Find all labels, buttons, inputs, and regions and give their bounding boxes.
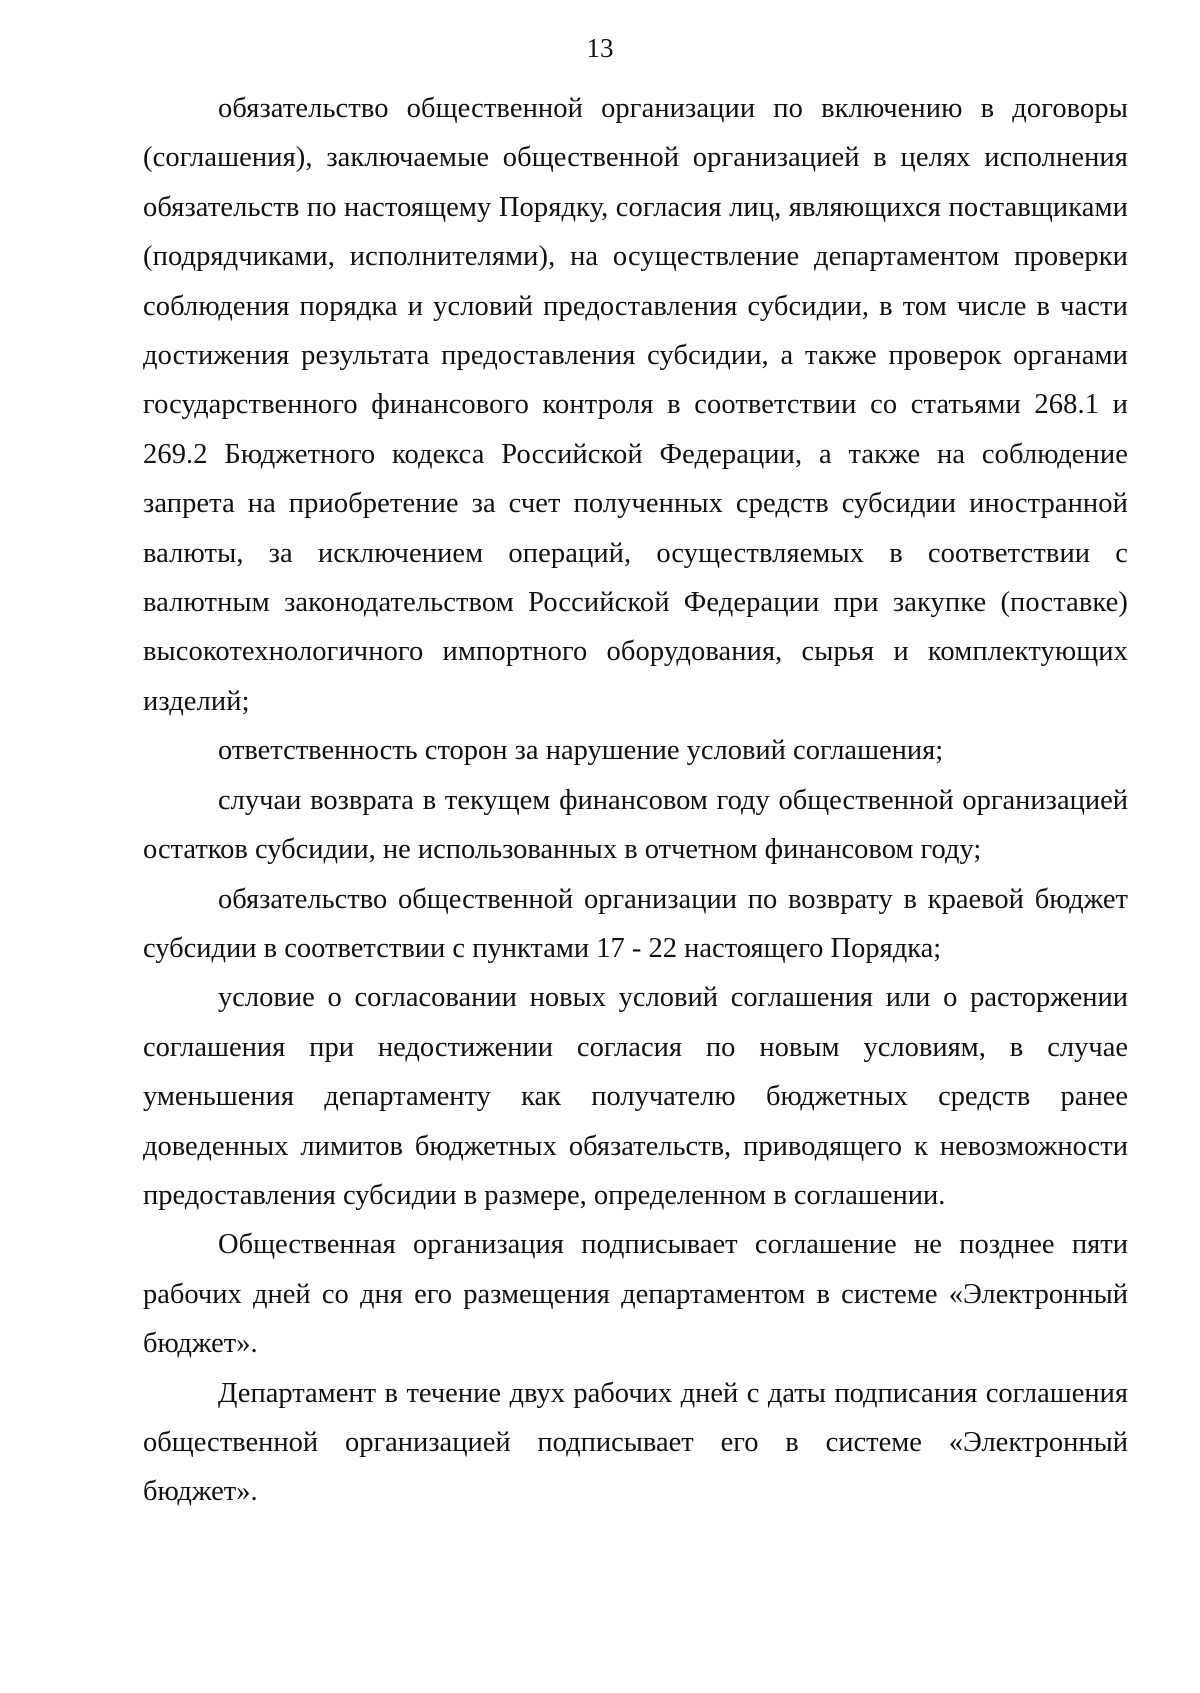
paragraph-liability: ответственность сторон за нарушение условий соглашения; [218,735,944,767]
page-number: 13 [586,33,614,63]
paragraph-signing-department: Департамент в течение двух рабочих дней с даты подписания соглашения общественной организацией подписывает его в системе «Электронный бюджет». [143,1377,1128,1508]
paragraph-obligations-contracts: обязательство общественной организации по включению в договоры (соглашения), заключаемые общественной организацией в целях исполнения обязательств по настоящему Порядку, согласия лиц, являющихся поставщиками (подрядчиками, исполнителями), на осуществление департаментом проверки соблюдения порядка и условий предоставления субсидии, в том числе в части достижения результата предоставления субсидии, а также проверок органами государственного финансового контроля в соответствии со статьями 268.1 и 269.2 Бюджетного кодекса Российской Федерации, а также на соблюдение запрета на приобретение за счет полученных средств субсидии иностранной валюты, за исключением операций, осуществляемых в соответствии с валютным законодательством Российской Федерации при закупке (поставке) высокотехнологичного импортного оборудования, сырья и комплектующих изделий; [143,93,1128,717]
paragraph-signing-organization: Общественная организация подписывает соглашение не позднее пяти рабочих дней со дня его размещения департаментом в системе «Электронный бюджет». [143,1229,1128,1360]
paragraph-new-conditions: условие о согласовании новых условий соглашения или о расторжении соглашения при недостижении согласия по новым условиям, в случае уменьшения департаменту как получателю бюджетных средств ранее доведенных лимитов бюджетных обязательств, приводящего к невозможности предоставления субсидии в размере, определенном в соглашении. [143,982,1128,1211]
document-body [143,84,1128,1517]
paragraph-return-cases: случаи возврата в текущем финансовом году общественной организацией остатков субсидии, не использованных в отчетном финансовом году; [143,784,1128,866]
paragraph-return-obligation: обязательство общественной организации по возврату в краевой бюджет субсидии в соответствии с пунктами 17 - 22 настоящего Порядка; [143,883,1128,964]
